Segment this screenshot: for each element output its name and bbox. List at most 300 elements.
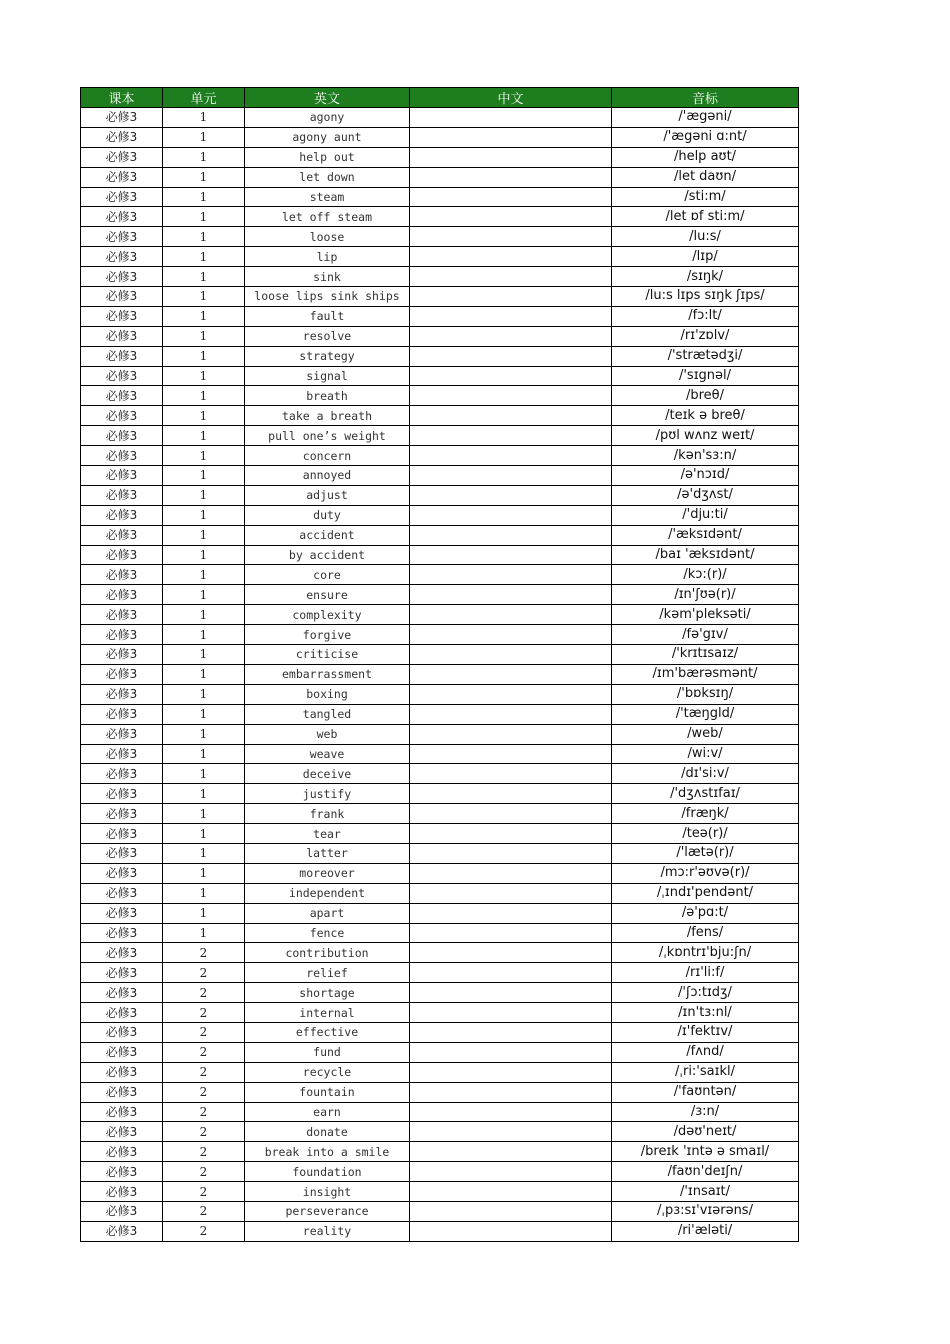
cell-textbook[interactable]: 必修3 [81, 326, 163, 346]
cell-english[interactable]: help out [245, 147, 410, 167]
cell-textbook[interactable]: 必修3 [81, 108, 163, 128]
cell-textbook[interactable]: 必修3 [81, 346, 163, 366]
cell-english[interactable]: insight [245, 1182, 410, 1202]
cell-chinese[interactable] [410, 1182, 612, 1202]
cell-phonetic[interactable]: /'ægəni ɑ:nt/ [612, 127, 799, 147]
cell-unit[interactable]: 1 [163, 366, 245, 386]
cell-phonetic[interactable]: /'bɒksɪŋ/ [612, 684, 799, 704]
column-header-textbook[interactable]: 课本 [81, 88, 163, 108]
cell-english[interactable]: complexity [245, 605, 410, 625]
cell-english[interactable]: donate [245, 1122, 410, 1142]
cell-phonetic[interactable]: /pʊl wʌnz weɪt/ [612, 426, 799, 446]
cell-textbook[interactable]: 必修3 [81, 525, 163, 545]
cell-english[interactable]: frank [245, 804, 410, 824]
cell-chinese[interactable] [410, 704, 612, 724]
cell-textbook[interactable]: 必修3 [81, 127, 163, 147]
cell-phonetic[interactable]: /teə(r)/ [612, 824, 799, 844]
cell-english[interactable]: deceive [245, 764, 410, 784]
cell-phonetic[interactable]: /kən'sɜ:n/ [612, 446, 799, 466]
cell-phonetic[interactable]: /ə'nɔɪd/ [612, 466, 799, 486]
cell-english[interactable]: criticise [245, 645, 410, 665]
cell-english[interactable]: fountain [245, 1082, 410, 1102]
cell-unit[interactable]: 1 [163, 446, 245, 466]
cell-chinese[interactable] [410, 108, 612, 128]
cell-textbook[interactable]: 必修3 [81, 804, 163, 824]
cell-chinese[interactable] [410, 625, 612, 645]
cell-textbook[interactable]: 必修3 [81, 386, 163, 406]
cell-unit[interactable]: 1 [163, 625, 245, 645]
cell-english[interactable]: forgive [245, 625, 410, 645]
cell-chinese[interactable] [410, 863, 612, 883]
cell-chinese[interactable] [410, 127, 612, 147]
cell-phonetic[interactable]: /ˌpɜ:sɪ'vɪərəns/ [612, 1201, 799, 1221]
cell-phonetic[interactable]: /ɜ:n/ [612, 1102, 799, 1122]
cell-textbook[interactable]: 必修3 [81, 704, 163, 724]
cell-chinese[interactable] [410, 1221, 612, 1241]
cell-textbook[interactable]: 必修3 [81, 883, 163, 903]
cell-phonetic[interactable]: /'dʒʌstɪfaɪ/ [612, 784, 799, 804]
cell-textbook[interactable]: 必修3 [81, 1102, 163, 1122]
cell-phonetic[interactable]: /'krɪtɪsaɪz/ [612, 645, 799, 665]
cell-textbook[interactable]: 必修3 [81, 1221, 163, 1241]
cell-textbook[interactable]: 必修3 [81, 426, 163, 446]
cell-textbook[interactable]: 必修3 [81, 267, 163, 287]
cell-textbook[interactable]: 必修3 [81, 167, 163, 187]
cell-phonetic[interactable]: /'ægəni/ [612, 108, 799, 128]
cell-unit[interactable]: 2 [163, 1003, 245, 1023]
cell-phonetic[interactable]: /fə'gɪv/ [612, 625, 799, 645]
cell-textbook[interactable]: 必修3 [81, 1042, 163, 1062]
cell-textbook[interactable]: 必修3 [81, 1062, 163, 1082]
cell-phonetic[interactable]: /ə'dʒʌst/ [612, 485, 799, 505]
cell-chinese[interactable] [410, 684, 612, 704]
cell-chinese[interactable] [410, 247, 612, 267]
cell-textbook[interactable]: 必修3 [81, 1022, 163, 1042]
table-row [81, 923, 799, 943]
cell-textbook[interactable]: 必修3 [81, 724, 163, 744]
cell-unit[interactable]: 1 [163, 724, 245, 744]
cell-textbook[interactable]: 必修3 [81, 605, 163, 625]
cell-phonetic[interactable]: /sɪŋk/ [612, 267, 799, 287]
cell-chinese[interactable] [410, 426, 612, 446]
cell-chinese[interactable] [410, 1201, 612, 1221]
table-row [81, 247, 799, 267]
cell-phonetic[interactable]: /'dju:ti/ [612, 505, 799, 525]
cell-english[interactable]: accident [245, 525, 410, 545]
cell-phonetic[interactable]: /dəʊ'neɪt/ [612, 1122, 799, 1142]
cell-english[interactable]: by accident [245, 545, 410, 565]
cell-english[interactable]: weave [245, 744, 410, 764]
table-row [81, 466, 799, 486]
cell-textbook[interactable]: 必修3 [81, 187, 163, 207]
cell-unit[interactable]: 2 [163, 1022, 245, 1042]
cell-phonetic[interactable]: /fens/ [612, 923, 799, 943]
cell-phonetic[interactable]: /mɔ:r'əʊvə(r)/ [612, 863, 799, 883]
cell-textbook[interactable]: 必修3 [81, 485, 163, 505]
cell-chinese[interactable] [410, 446, 612, 466]
cell-unit[interactable]: 1 [163, 346, 245, 366]
cell-chinese[interactable] [410, 1042, 612, 1062]
cell-english[interactable]: break into a smile [245, 1142, 410, 1162]
cell-chinese[interactable] [410, 784, 612, 804]
cell-textbook[interactable]: 必修3 [81, 863, 163, 883]
cell-textbook[interactable]: 必修3 [81, 545, 163, 565]
cell-textbook[interactable]: 必修3 [81, 943, 163, 963]
cell-english[interactable]: embarrassment [245, 664, 410, 684]
cell-unit[interactable]: 1 [163, 108, 245, 128]
cell-chinese[interactable] [410, 983, 612, 1003]
cell-english[interactable]: fund [245, 1042, 410, 1062]
cell-english[interactable]: loose lips sink ships [245, 287, 410, 307]
cell-unit[interactable]: 1 [163, 863, 245, 883]
cell-unit[interactable]: 1 [163, 147, 245, 167]
cell-phonetic[interactable]: /'faʊntən/ [612, 1082, 799, 1102]
cell-unit[interactable]: 2 [163, 1122, 245, 1142]
column-header-chinese[interactable]: 中文 [410, 88, 612, 108]
cell-unit[interactable]: 1 [163, 784, 245, 804]
cell-english[interactable]: moreover [245, 863, 410, 883]
cell-english[interactable]: resolve [245, 326, 410, 346]
table-row [81, 287, 799, 307]
cell-english[interactable]: let off steam [245, 207, 410, 227]
cell-phonetic[interactable]: /kɔ:(r)/ [612, 565, 799, 585]
cell-phonetic[interactable]: /'lætə(r)/ [612, 843, 799, 863]
cell-unit[interactable]: 1 [163, 804, 245, 824]
cell-chinese[interactable] [410, 406, 612, 426]
cell-textbook[interactable]: 必修3 [81, 903, 163, 923]
cell-chinese[interactable] [410, 883, 612, 903]
cell-english[interactable]: concern [245, 446, 410, 466]
column-header-phonetic[interactable]: 音标 [612, 88, 799, 108]
cell-english[interactable]: perseverance [245, 1201, 410, 1221]
table-row [81, 1082, 799, 1102]
cell-textbook[interactable]: 必修3 [81, 505, 163, 525]
cell-phonetic[interactable]: /'strætədʒi/ [612, 346, 799, 366]
cell-english[interactable]: steam [245, 187, 410, 207]
column-header-unit[interactable]: 单元 [163, 88, 245, 108]
cell-phonetic[interactable]: /ri'æləti/ [612, 1221, 799, 1241]
cell-english[interactable]: annoyed [245, 466, 410, 486]
cell-chinese[interactable] [410, 605, 612, 625]
cell-english[interactable]: let down [245, 167, 410, 187]
cell-english[interactable]: apart [245, 903, 410, 923]
cell-chinese[interactable] [410, 505, 612, 525]
cell-phonetic[interactable]: /sti:m/ [612, 187, 799, 207]
cell-chinese[interactable] [410, 346, 612, 366]
cell-textbook[interactable]: 必修3 [81, 446, 163, 466]
cell-english[interactable]: relief [245, 963, 410, 983]
cell-chinese[interactable] [410, 1142, 612, 1162]
cell-phonetic[interactable]: /ɪ'fektɪv/ [612, 1022, 799, 1042]
cell-english[interactable]: latter [245, 843, 410, 863]
cell-textbook[interactable]: 必修3 [81, 684, 163, 704]
cell-textbook[interactable]: 必修3 [81, 466, 163, 486]
cell-phonetic[interactable]: /faʊn'deɪʃn/ [612, 1162, 799, 1182]
cell-phonetic[interactable]: /'ʃɔ:tɪdʒ/ [612, 983, 799, 1003]
cell-english[interactable]: agony [245, 108, 410, 128]
cell-textbook[interactable]: 必修3 [81, 585, 163, 605]
cell-chinese[interactable] [410, 326, 612, 346]
cell-english[interactable]: fault [245, 306, 410, 326]
cell-textbook[interactable]: 必修3 [81, 406, 163, 426]
cell-chinese[interactable] [410, 565, 612, 585]
cell-phonetic[interactable]: /ə'pɑ:t/ [612, 903, 799, 923]
cell-chinese[interactable] [410, 545, 612, 565]
cell-phonetic[interactable]: /help aʊt/ [612, 147, 799, 167]
table-row [81, 446, 799, 466]
cell-textbook[interactable]: 必修3 [81, 843, 163, 863]
cell-english[interactable]: reality [245, 1221, 410, 1241]
cell-phonetic[interactable]: /ˌkɒntrɪ'bju:ʃn/ [612, 943, 799, 963]
cell-textbook[interactable]: 必修3 [81, 625, 163, 645]
cell-english[interactable]: effective [245, 1022, 410, 1042]
cell-textbook[interactable]: 必修3 [81, 645, 163, 665]
cell-chinese[interactable] [410, 1102, 612, 1122]
cell-phonetic[interactable]: /'ɪnsaɪt/ [612, 1182, 799, 1202]
cell-phonetic[interactable]: /breθ/ [612, 386, 799, 406]
cell-phonetic[interactable]: /rɪ'zɒlv/ [612, 326, 799, 346]
cell-chinese[interactable] [410, 306, 612, 326]
cell-phonetic[interactable]: /ɪn'tɜ:nl/ [612, 1003, 799, 1023]
cell-chinese[interactable] [410, 1122, 612, 1142]
cell-textbook[interactable]: 必修3 [81, 147, 163, 167]
cell-chinese[interactable] [410, 1003, 612, 1023]
cell-chinese[interactable] [410, 963, 612, 983]
cell-chinese[interactable] [410, 187, 612, 207]
cell-english[interactable]: foundation [245, 1162, 410, 1182]
cell-phonetic[interactable]: /ˌri:'saɪkl/ [612, 1062, 799, 1082]
cell-textbook[interactable]: 必修3 [81, 287, 163, 307]
cell-unit[interactable]: 2 [163, 1082, 245, 1102]
cell-phonetic[interactable]: /kəm'pleksəti/ [612, 605, 799, 625]
cell-english[interactable]: tear [245, 824, 410, 844]
cell-textbook[interactable]: 必修3 [81, 1142, 163, 1162]
cell-phonetic[interactable]: /breɪk 'ɪntə ə smaɪl/ [612, 1142, 799, 1162]
cell-english[interactable]: adjust [245, 485, 410, 505]
cell-unit[interactable]: 1 [163, 227, 245, 247]
cell-chinese[interactable] [410, 1022, 612, 1042]
cell-english[interactable]: pull one’s weight [245, 426, 410, 446]
cell-textbook[interactable]: 必修3 [81, 784, 163, 804]
cell-chinese[interactable] [410, 147, 612, 167]
cell-unit[interactable]: 1 [163, 545, 245, 565]
cell-phonetic[interactable]: /teɪk ə breθ/ [612, 406, 799, 426]
cell-textbook[interactable]: 必修3 [81, 247, 163, 267]
cell-phonetic[interactable]: /dɪ'si:v/ [612, 764, 799, 784]
cell-unit[interactable]: 2 [163, 1201, 245, 1221]
cell-chinese[interactable] [410, 1162, 612, 1182]
cell-english[interactable]: independent [245, 883, 410, 903]
cell-textbook[interactable]: 必修3 [81, 1082, 163, 1102]
cell-textbook[interactable]: 必修3 [81, 764, 163, 784]
cell-chinese[interactable] [410, 824, 612, 844]
cell-phonetic[interactable]: /lɪp/ [612, 247, 799, 267]
cell-unit[interactable]: 1 [163, 704, 245, 724]
cell-unit[interactable]: 2 [163, 1142, 245, 1162]
cell-unit[interactable]: 1 [163, 207, 245, 227]
cell-chinese[interactable] [410, 525, 612, 545]
cell-english[interactable]: tangled [245, 704, 410, 724]
table-row [81, 963, 799, 983]
cell-unit[interactable]: 1 [163, 326, 245, 346]
cell-phonetic[interactable]: /let ɒf sti:m/ [612, 207, 799, 227]
cell-chinese[interactable] [410, 843, 612, 863]
cell-phonetic[interactable]: /let daʊn/ [612, 167, 799, 187]
cell-chinese[interactable] [410, 1062, 612, 1082]
cell-english[interactable]: ensure [245, 585, 410, 605]
cell-unit[interactable]: 1 [163, 466, 245, 486]
cell-english[interactable]: contribution [245, 943, 410, 963]
cell-english[interactable]: boxing [245, 684, 410, 704]
cell-unit[interactable]: 2 [163, 983, 245, 1003]
cell-phonetic[interactable]: /'sɪgnəl/ [612, 366, 799, 386]
cell-phonetic[interactable]: /baɪ 'æksɪdənt/ [612, 545, 799, 565]
cell-english[interactable]: loose [245, 227, 410, 247]
cell-unit[interactable]: 1 [163, 824, 245, 844]
cell-unit[interactable]: 1 [163, 903, 245, 923]
cell-textbook[interactable]: 必修3 [81, 1182, 163, 1202]
cell-textbook[interactable]: 必修3 [81, 664, 163, 684]
table-row [81, 1162, 799, 1182]
cell-chinese[interactable] [410, 804, 612, 824]
cell-chinese[interactable] [410, 207, 612, 227]
column-header-english[interactable]: 英文 [245, 88, 410, 108]
cell-english[interactable]: shortage [245, 983, 410, 1003]
cell-chinese[interactable] [410, 287, 612, 307]
cell-unit[interactable]: 1 [163, 923, 245, 943]
cell-phonetic[interactable]: /ɪn'ʃʊə(r)/ [612, 585, 799, 605]
cell-textbook[interactable]: 必修3 [81, 1162, 163, 1182]
cell-chinese[interactable] [410, 485, 612, 505]
cell-textbook[interactable]: 必修3 [81, 744, 163, 764]
cell-chinese[interactable] [410, 903, 612, 923]
cell-unit[interactable]: 1 [163, 764, 245, 784]
cell-unit[interactable]: 1 [163, 426, 245, 446]
cell-chinese[interactable] [410, 744, 612, 764]
cell-textbook[interactable]: 必修3 [81, 983, 163, 1003]
cell-unit[interactable]: 2 [163, 1162, 245, 1182]
cell-english[interactable]: duty [245, 505, 410, 525]
cell-phonetic[interactable]: /'æksɪdənt/ [612, 525, 799, 545]
cell-unit[interactable]: 2 [163, 1062, 245, 1082]
cell-chinese[interactable] [410, 664, 612, 684]
cell-unit[interactable]: 1 [163, 664, 245, 684]
cell-phonetic[interactable]: /fræŋk/ [612, 804, 799, 824]
cell-chinese[interactable] [410, 366, 612, 386]
cell-unit[interactable]: 1 [163, 127, 245, 147]
cell-unit[interactable]: 1 [163, 306, 245, 326]
cell-unit[interactable]: 2 [163, 963, 245, 983]
cell-textbook[interactable]: 必修3 [81, 923, 163, 943]
cell-phonetic[interactable]: /ɪm'bærəsmənt/ [612, 664, 799, 684]
cell-english[interactable]: internal [245, 1003, 410, 1023]
cell-unit[interactable]: 2 [163, 943, 245, 963]
cell-unit[interactable]: 1 [163, 585, 245, 605]
cell-textbook[interactable]: 必修3 [81, 306, 163, 326]
cell-textbook[interactable]: 必修3 [81, 1003, 163, 1023]
cell-unit[interactable]: 2 [163, 1102, 245, 1122]
cell-textbook[interactable]: 必修3 [81, 824, 163, 844]
cell-english[interactable]: earn [245, 1102, 410, 1122]
cell-unit[interactable]: 1 [163, 744, 245, 764]
cell-unit[interactable]: 1 [163, 287, 245, 307]
cell-unit[interactable]: 1 [163, 267, 245, 287]
cell-chinese[interactable] [410, 585, 612, 605]
cell-unit[interactable]: 2 [163, 1182, 245, 1202]
cell-phonetic[interactable]: /web/ [612, 724, 799, 744]
cell-textbook[interactable]: 必修3 [81, 227, 163, 247]
cell-unit[interactable]: 1 [163, 167, 245, 187]
cell-chinese[interactable] [410, 764, 612, 784]
cell-chinese[interactable] [410, 267, 612, 287]
cell-chinese[interactable] [410, 1082, 612, 1102]
cell-unit[interactable]: 1 [163, 406, 245, 426]
cell-phonetic[interactable]: /fʌnd/ [612, 1042, 799, 1062]
table-row [81, 565, 799, 585]
cell-english[interactable]: breath [245, 386, 410, 406]
cell-unit[interactable]: 1 [163, 684, 245, 704]
cell-unit[interactable]: 1 [163, 525, 245, 545]
cell-unit[interactable]: 1 [163, 843, 245, 863]
cell-textbook[interactable]: 必修3 [81, 963, 163, 983]
cell-textbook[interactable]: 必修3 [81, 1201, 163, 1221]
cell-english[interactable]: web [245, 724, 410, 744]
cell-english[interactable]: agony aunt [245, 127, 410, 147]
cell-english[interactable]: lip [245, 247, 410, 267]
cell-chinese[interactable] [410, 724, 612, 744]
table-row [81, 903, 799, 923]
cell-unit[interactable]: 2 [163, 1042, 245, 1062]
cell-textbook[interactable]: 必修3 [81, 366, 163, 386]
cell-unit[interactable]: 1 [163, 565, 245, 585]
cell-unit[interactable]: 1 [163, 386, 245, 406]
cell-chinese[interactable] [410, 386, 612, 406]
cell-textbook[interactable]: 必修3 [81, 1122, 163, 1142]
cell-chinese[interactable] [410, 227, 612, 247]
cell-textbook[interactable]: 必修3 [81, 565, 163, 585]
cell-english[interactable]: strategy [245, 346, 410, 366]
cell-unit[interactable]: 1 [163, 505, 245, 525]
cell-unit[interactable]: 2 [163, 1221, 245, 1241]
cell-english[interactable]: justify [245, 784, 410, 804]
cell-unit[interactable]: 1 [163, 883, 245, 903]
cell-unit[interactable]: 1 [163, 247, 245, 267]
cell-english[interactable]: recycle [245, 1062, 410, 1082]
cell-english[interactable]: sink [245, 267, 410, 287]
cell-phonetic[interactable]: /'tæŋgld/ [612, 704, 799, 724]
cell-english[interactable]: core [245, 565, 410, 585]
cell-chinese[interactable] [410, 645, 612, 665]
cell-phonetic[interactable]: /rɪ'li:f/ [612, 963, 799, 983]
cell-phonetic[interactable]: /wi:v/ [612, 744, 799, 764]
cell-chinese[interactable] [410, 466, 612, 486]
cell-textbook[interactable]: 必修3 [81, 207, 163, 227]
cell-chinese[interactable] [410, 943, 612, 963]
cell-unit[interactable]: 1 [163, 645, 245, 665]
cell-chinese[interactable] [410, 167, 612, 187]
cell-unit[interactable]: 1 [163, 485, 245, 505]
cell-phonetic[interactable]: /lu:s lɪps sɪŋk ʃɪps/ [612, 287, 799, 307]
cell-english[interactable]: fence [245, 923, 410, 943]
cell-english[interactable]: signal [245, 366, 410, 386]
cell-phonetic[interactable]: /lu:s/ [612, 227, 799, 247]
cell-unit[interactable]: 1 [163, 605, 245, 625]
cell-unit[interactable]: 1 [163, 187, 245, 207]
cell-phonetic[interactable]: /fɔ:lt/ [612, 306, 799, 326]
cell-chinese[interactable] [410, 923, 612, 943]
cell-english[interactable]: take a breath [245, 406, 410, 426]
cell-phonetic[interactable]: /ˌɪndɪ'pendənt/ [612, 883, 799, 903]
